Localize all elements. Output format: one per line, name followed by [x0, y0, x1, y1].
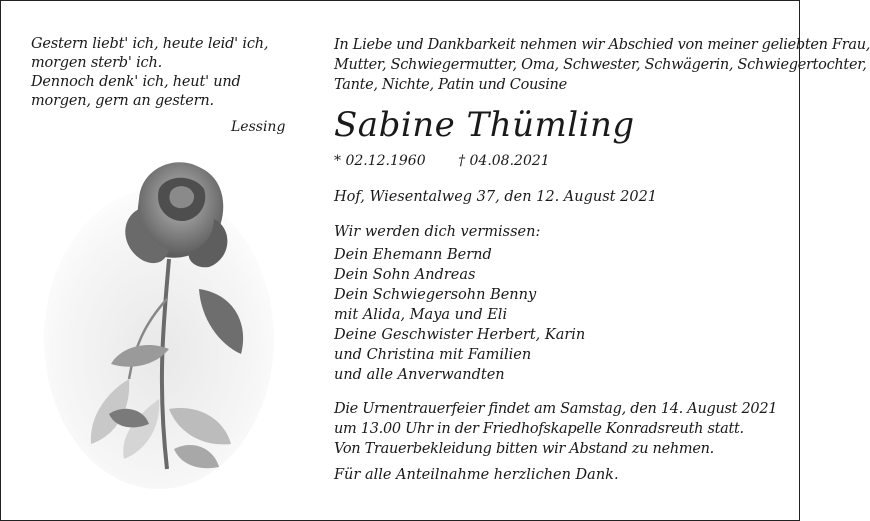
deceased-name: Sabine Thümling [334, 105, 635, 145]
intro-line: Tante, Nichte, Patin und Cousine [334, 77, 567, 93]
mourner-line: und alle Anverwandten [334, 367, 505, 383]
mourner-line: Deine Geschwister Herbert, Karin [334, 327, 586, 343]
mourners-heading: Wir werden dich vermissen: [334, 224, 541, 240]
mourner-line: Dein Schwiegersohn Benny [334, 287, 537, 303]
poem-line: morgen, gern an gestern. [31, 93, 214, 109]
ceremony-line: Die Urnentrauerfeier findet am Samstag, den 14. August 2021 [334, 401, 778, 417]
poem [31, 35, 268, 111]
farewell-intro [334, 35, 870, 95]
intro-line: In Liebe und Dankbarkeit nehmen wir Abschied von meiner geliebten Frau, [334, 37, 870, 53]
mourner-line: Dein Sohn Andreas [334, 267, 476, 283]
mourners-list [334, 245, 585, 385]
rose-image [49, 149, 279, 479]
ceremony-info [334, 399, 777, 459]
poem-line: Gestern liebt' ich, heute leid' ich, [31, 36, 269, 52]
place-date: Hof, Wiesentalweg 37, den 12. August 2021 [334, 189, 658, 205]
poem-author: Lessing [231, 119, 286, 135]
mourner-line: Dein Ehemann Bernd [334, 247, 492, 263]
thanks-line: Für alle Anteilnahme herzlichen Dank. [334, 467, 619, 483]
poem-line: Dennoch denk' ich, heut' und [31, 74, 241, 90]
ceremony-line: Von Trauerbekleidung bitten wir Abstand zu nehmen. [334, 441, 714, 457]
mourner-line: und Christina mit Familien [334, 347, 532, 363]
birth-date: * 02.12.1960 [334, 153, 426, 169]
intro-line: Mutter, Schwiegermutter, Oma, Schwester, Schwägerin, Schwiegertochter, [334, 57, 867, 73]
mourner-line: mit Alida, Maya und Eli [334, 307, 508, 323]
poem-line: morgen sterb' ich. [31, 55, 162, 71]
death-date: † 04.08.2021 [458, 153, 550, 169]
life-dates [334, 153, 578, 169]
ceremony-line: um 13.00 Uhr in der Friedhofskapelle Konradsreuth statt. [334, 421, 744, 437]
